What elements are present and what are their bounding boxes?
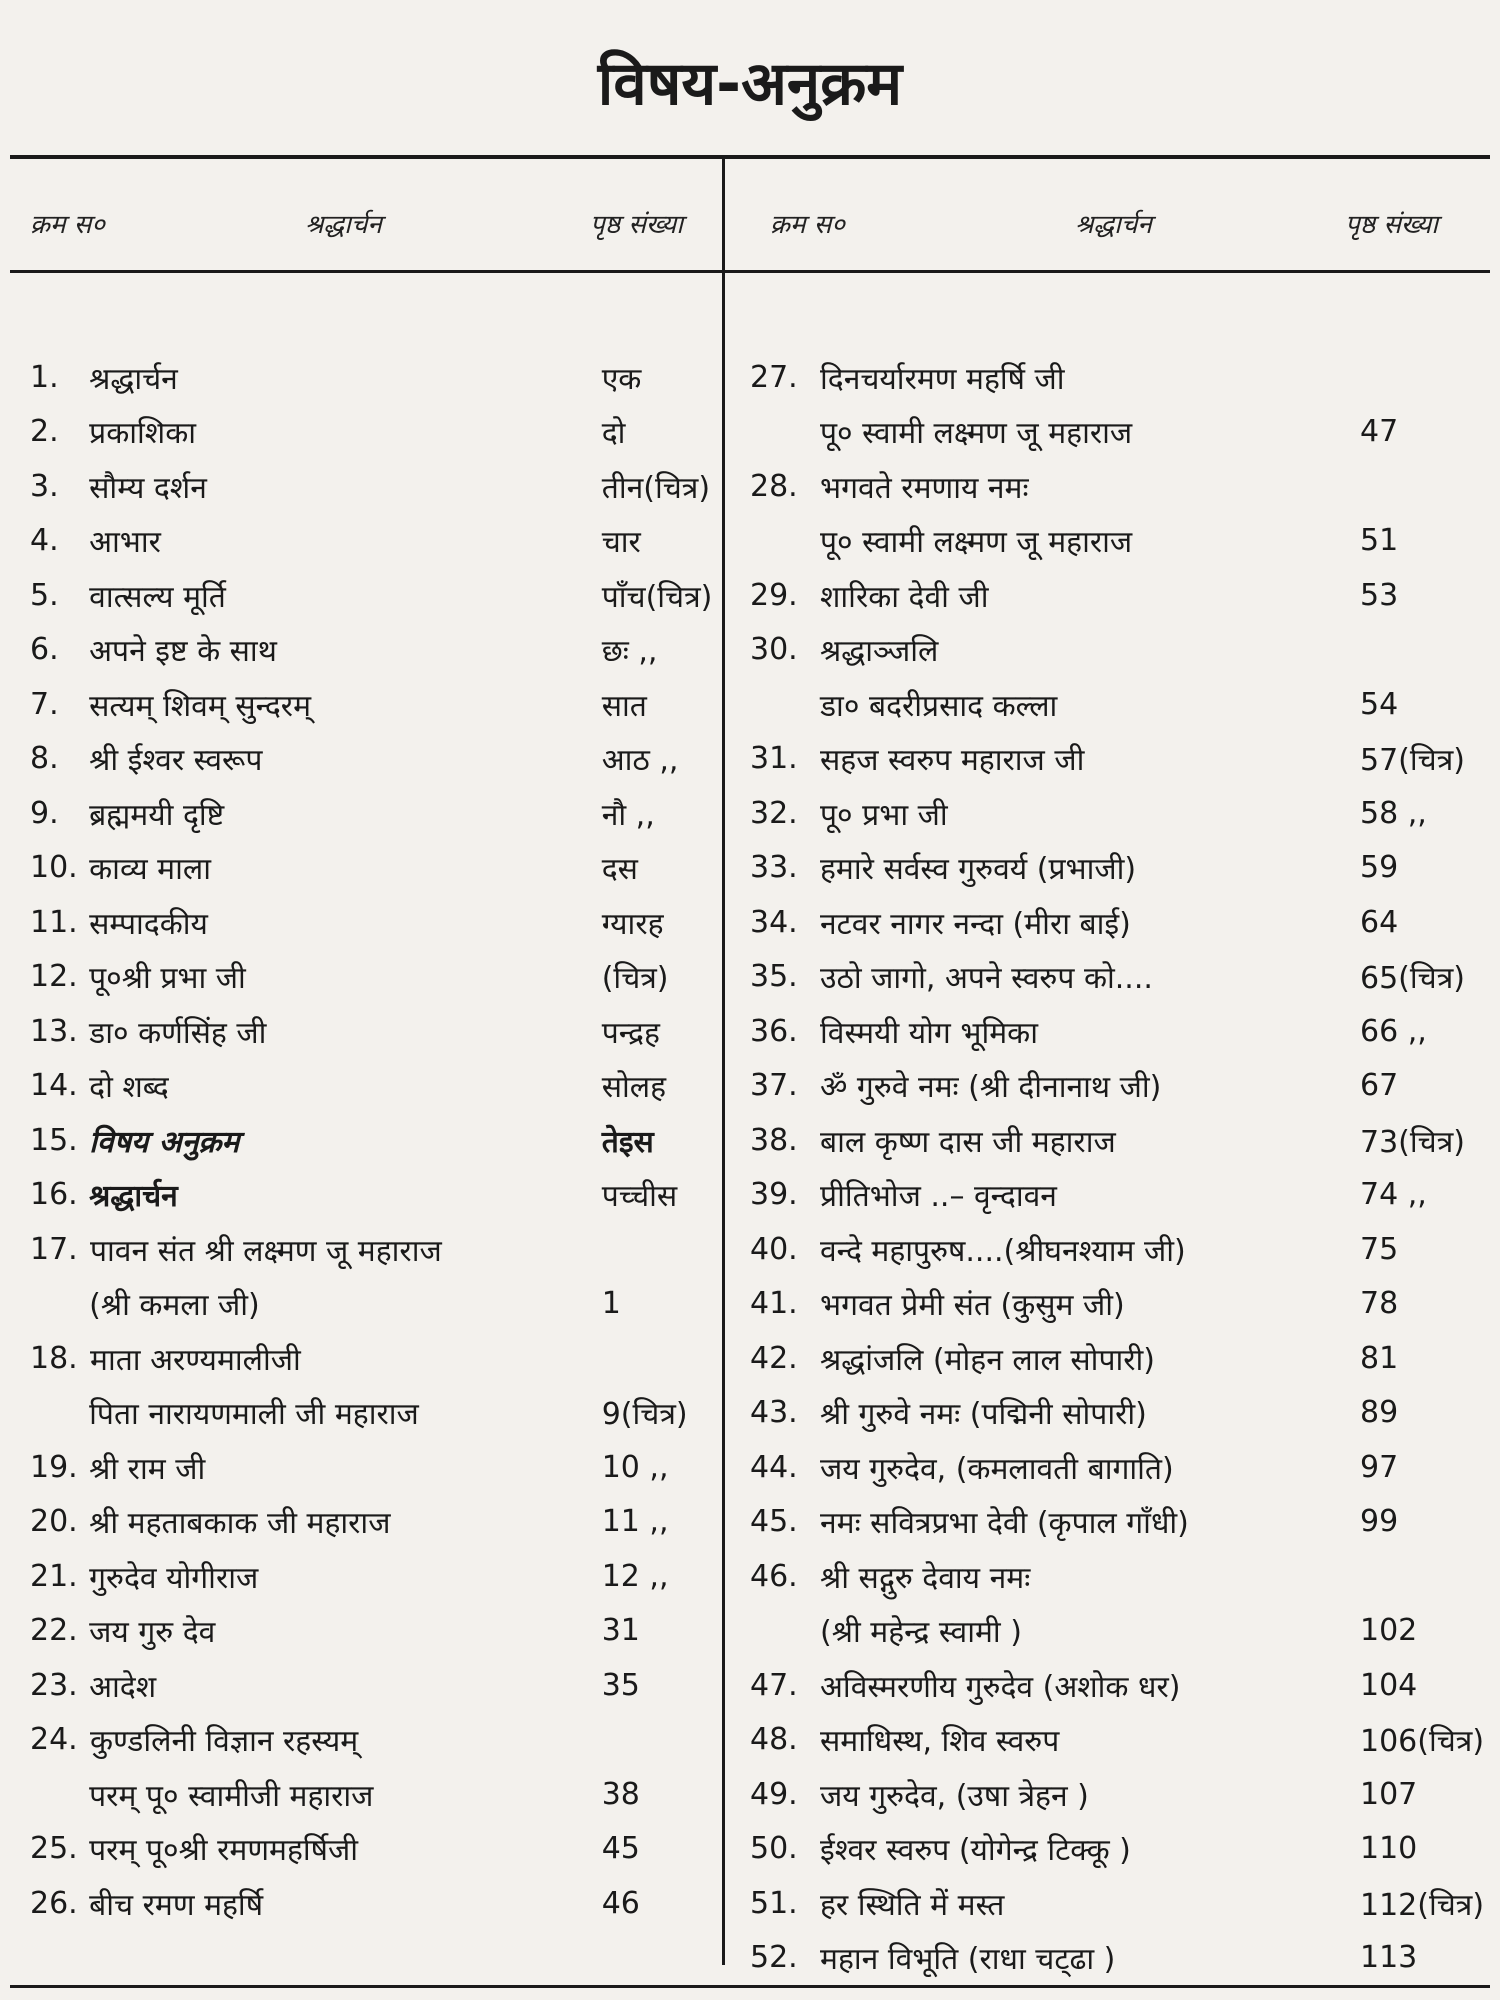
entry-title: विस्मयी योग भूमिका: [820, 1015, 1038, 1051]
entry-line: [30, 1658, 720, 1713]
entry-number: 45.: [750, 1504, 798, 1540]
entry-title: श्रद्धाञ्जलि: [820, 634, 939, 670]
entry-title: सम्पादकीय: [89, 906, 208, 942]
entry-number: 18.: [30, 1340, 78, 1376]
entry-page: सात: [601, 688, 647, 724]
entry-title: श्री महताबकाक जी महाराज: [89, 1506, 391, 1542]
contents-entry: [30, 350, 720, 405]
entry-page: 81: [1360, 1340, 1399, 1376]
entry-title: उठो जागो, अपने स्वरुप को....: [820, 961, 1153, 997]
contents-entry: [30, 1658, 720, 1713]
entry-number: 40.: [750, 1231, 798, 1267]
contents-entry: [30, 514, 720, 569]
entry-line: [30, 732, 720, 787]
entry-line: [750, 568, 1480, 623]
contents-entry: [30, 786, 720, 841]
entry-title: काव्य माला: [89, 852, 211, 888]
entry-title: सहज स्वरुप महाराज जी: [820, 743, 1085, 779]
entry-number: 32.: [750, 795, 798, 831]
entry-number: 29.: [750, 577, 798, 613]
entry-line: [750, 1331, 1480, 1386]
entry-subtitle: परम् पू० स्वामीजी महाराज: [89, 1778, 374, 1814]
entry-page: 107: [1360, 1776, 1418, 1812]
entry-title: श्री गुरुवे नमः (पद्मिनी सोपारी): [820, 1397, 1147, 1433]
entry-line: [30, 1168, 720, 1223]
entry-subtitle: (श्री कमला जी): [89, 1288, 260, 1324]
entry-subline: [30, 1386, 720, 1441]
entry-title: ईश्वर स्वरुप (योगेन्द्र टिक्कू ): [820, 1833, 1131, 1869]
entry-number: 7.: [30, 686, 59, 722]
entry-page: 31: [601, 1613, 640, 1649]
contents-entry: [30, 1331, 720, 1440]
entry-number: 4.: [30, 523, 59, 559]
entry-page: छः ,,: [601, 634, 658, 670]
entry-line: [750, 950, 1480, 1005]
entry-page: 78: [1360, 1286, 1399, 1322]
page-title: विषय-अनुक्रम: [597, 49, 903, 119]
contents-entry: [30, 1440, 720, 1495]
entry-title: माता अरण्यमालीजी: [90, 1342, 301, 1378]
entry-line: [30, 1113, 720, 1168]
entry-page: 112(चित्र): [1360, 1887, 1485, 1923]
contents-entry: [30, 950, 720, 1005]
entry-title: हमारे सर्वस्व गुरुवर्य (प्रभाजी): [820, 852, 1137, 888]
entry-line: [750, 1658, 1480, 1713]
entry-title: महान विभूति (राधा चट्ढा ): [820, 1942, 1116, 1978]
entry-title: प्रीतिभोज ..– वृन्दावन: [820, 1179, 1057, 1215]
contents-entry: [30, 459, 720, 514]
entry-title: जय गुरुदेव, (उषा त्रेहन ): [820, 1778, 1089, 1814]
entry-line: [750, 1767, 1480, 1822]
entry-line: [750, 1713, 1485, 1768]
entry-title: भगवते रमणाय नमः: [820, 470, 1029, 506]
entry-line: [30, 1713, 720, 1768]
contents-entry: [750, 1931, 1480, 1986]
entry-number: 49.: [750, 1776, 798, 1812]
entry-number: 36.: [750, 1013, 798, 1049]
entry-page: 57(चित्र): [1360, 743, 1465, 779]
entry-page: 113: [1360, 1940, 1418, 1976]
entry-line: [750, 1059, 1480, 1114]
entry-page: एक: [601, 361, 642, 397]
contents-entry: [30, 1713, 720, 1822]
contents-entry: [750, 732, 1480, 787]
entry-number: 15.: [30, 1122, 78, 1158]
entry-title: श्रद्धार्चन: [89, 1179, 178, 1215]
entry-title: वन्दे महापुरुष....(श्रीघनश्याम जी): [820, 1233, 1186, 1269]
entry-number: 52.: [750, 1940, 798, 1976]
entry-page: 67: [1360, 1068, 1399, 1104]
entry-number: 14.: [30, 1068, 78, 1104]
contents-entry: [750, 841, 1480, 896]
top-rule: [10, 155, 1490, 159]
contents-entry: [30, 1604, 720, 1659]
entry-title: पू०श्री प्रभा जी: [89, 961, 246, 997]
entry-number: 34.: [750, 904, 798, 940]
entry-line: [30, 350, 720, 405]
entry-page: 53: [1360, 577, 1399, 613]
entry-subline: [750, 1604, 1480, 1659]
entry-line: [30, 459, 720, 514]
contents-entry: [30, 623, 720, 678]
entry-title: वात्सल्य मूर्ति: [89, 579, 226, 615]
contents-entry: [750, 1822, 1480, 1877]
entry-line: [30, 786, 720, 841]
entry-page: 106(चित्र): [1360, 1724, 1485, 1760]
entry-number: 19.: [30, 1449, 78, 1485]
entry-title: श्रद्धार्चन: [89, 361, 178, 397]
entry-number: 39.: [750, 1177, 798, 1213]
entry-page: तेइस: [601, 1124, 654, 1160]
entry-number: 28.: [750, 468, 798, 504]
entry-number: 5.: [30, 577, 59, 613]
entry-page: 1: [601, 1286, 621, 1322]
entry-line: [30, 1331, 720, 1386]
entry-title: बाल कृष्ण दास जी महाराज: [820, 1124, 1116, 1160]
entry-number: 1.: [30, 359, 59, 395]
entry-page: 89: [1360, 1395, 1399, 1431]
contents-entry: [30, 1222, 720, 1331]
entry-page: 99: [1360, 1504, 1399, 1540]
entry-subtitle: डा० बदरीप्रसाद कल्ला: [820, 688, 1058, 724]
entry-page: पन्द्रह: [601, 1015, 660, 1051]
entry-number: 13.: [30, 1013, 78, 1049]
entry-title: श्रद्धांजलि (मोहन लाल सोपारी): [820, 1342, 1156, 1378]
entry-line: [30, 1004, 720, 1059]
entry-title: बीच रमण महर्षि: [89, 1887, 264, 1923]
entry-line: [750, 623, 1480, 678]
entry-line: [30, 405, 720, 460]
contents-entry: [750, 1331, 1480, 1386]
entry-number: 16.: [30, 1177, 78, 1213]
entry-page: 58 ,,: [1360, 795, 1427, 831]
entry-page: 102: [1360, 1613, 1418, 1649]
entry-number: 2.: [30, 414, 59, 450]
entry-line: [30, 1059, 720, 1114]
entry-title: नटवर नागर नन्दा (मीरा बाई): [820, 906, 1131, 942]
contents-entry: [30, 1168, 720, 1223]
entry-page: तीन(चित्र): [601, 470, 711, 506]
entry-subline: [750, 514, 1480, 569]
entry-line: [750, 1549, 1480, 1604]
entry-page: 38: [601, 1776, 640, 1812]
entry-line: [750, 1004, 1480, 1059]
contents-entry: [750, 350, 1480, 459]
entry-number: 8.: [30, 741, 59, 777]
entry-subline: [750, 405, 1480, 460]
entry-subtitle: पू० स्वामी लक्ष्मण जू महाराज: [820, 416, 1133, 452]
entry-subtitle: पिता नारायणमाली जी महाराज: [89, 1397, 419, 1433]
contents-entry: [750, 1549, 1480, 1658]
entry-number: 50.: [750, 1831, 798, 1867]
entry-page: आठ ,,: [601, 743, 679, 779]
entry-number: 41.: [750, 1286, 798, 1322]
entry-title: ब्रह्ममयी दृष्टि: [89, 797, 225, 833]
entry-title: कुण्डलिनी विज्ञान रहस्यम्: [90, 1724, 359, 1760]
entry-title: दिनचर्यारमण महर्षि जी: [820, 361, 1065, 397]
entry-number: 6.: [30, 632, 59, 668]
entry-line: [750, 1222, 1480, 1277]
entry-page: 12 ,,: [601, 1558, 669, 1594]
entry-page: दो: [601, 416, 626, 452]
contents-entry: [750, 1876, 1485, 1931]
entry-title: श्री ईश्वर स्वरूप: [89, 743, 263, 779]
contents-entry: [750, 895, 1480, 950]
header-rule: [10, 270, 1490, 273]
contents-entry: [750, 1004, 1480, 1059]
entry-page: 9(चित्र): [601, 1397, 688, 1433]
entry-page: 46: [601, 1885, 640, 1921]
contents-entry: [30, 841, 720, 896]
entry-line: [30, 1222, 720, 1277]
entry-number: 3.: [30, 468, 59, 504]
bottom-rule: [10, 1985, 1490, 1988]
entry-line: [30, 568, 720, 623]
entry-line: [30, 1440, 720, 1495]
entry-number: 46.: [750, 1558, 798, 1594]
entry-line: [30, 1876, 720, 1931]
entry-line: [30, 1604, 720, 1659]
contents-entry: [750, 568, 1480, 623]
entry-page: 73(चित्र): [1360, 1124, 1465, 1160]
entry-line: [30, 841, 720, 896]
contents-entry: [750, 623, 1480, 732]
contents-entry: [30, 1549, 720, 1604]
contents-entry: [750, 1059, 1480, 1114]
entry-page: 11 ,,: [601, 1504, 669, 1540]
entry-page: 47: [1360, 414, 1399, 450]
entry-number: 33.: [750, 850, 798, 886]
entry-number: 37.: [750, 1068, 798, 1104]
entry-page: 45: [601, 1831, 640, 1867]
entry-subtitle: (श्री महेन्द्र स्वामी ): [820, 1615, 1022, 1651]
entry-page: सोलह: [601, 1070, 667, 1106]
entry-line: [30, 677, 720, 732]
entry-line: [750, 841, 1480, 896]
entry-number: 24.: [30, 1722, 78, 1758]
entry-page: 51: [1360, 523, 1399, 559]
right-header-title: श्रद्धार्चन: [1075, 210, 1152, 240]
entry-title: समाधिस्थ, शिव स्वरुप: [820, 1724, 1060, 1760]
contents-entry: [750, 459, 1480, 568]
entry-title: सत्यम् शिवम् सुन्दरम्: [89, 688, 312, 724]
entry-number: 17.: [30, 1231, 78, 1267]
contents-entry: [30, 895, 720, 950]
contents-entry: [750, 1658, 1480, 1713]
left-header-page: पृष्ठ संख्या: [590, 210, 683, 240]
entry-line: [750, 459, 1480, 514]
contents-entry: [30, 1822, 720, 1877]
contents-entry: [30, 405, 720, 460]
entry-page: दस: [601, 852, 638, 888]
entry-title: अविस्मरणीय गुरुदेव (अशोक धर): [820, 1669, 1181, 1705]
entry-page: ग्यारह: [601, 906, 664, 942]
entry-subline: [750, 677, 1480, 732]
entry-line: [750, 1822, 1480, 1877]
entry-subtitle: पू० स्वामी लक्ष्मण जू महाराज: [820, 525, 1133, 561]
entry-title: हर स्थिति में मस्त: [820, 1887, 1005, 1923]
contents-entry: [30, 1059, 720, 1114]
entry-line: [750, 1113, 1480, 1168]
contents-entry: [750, 1113, 1480, 1168]
contents-entry: [30, 568, 720, 623]
entry-page: चार: [601, 525, 641, 561]
entry-number: 23.: [30, 1667, 78, 1703]
entry-line: [750, 895, 1480, 950]
entry-title: जय गुरुदेव, (कमलावती बागाति): [820, 1451, 1174, 1487]
entry-number: 38.: [750, 1122, 798, 1158]
entry-title: गुरुदेव योगीराज: [89, 1560, 259, 1596]
entry-line: [750, 1876, 1485, 1931]
entry-number: 31.: [750, 741, 798, 777]
contents-entry: [750, 950, 1480, 1005]
contents-entry: [750, 1277, 1480, 1332]
entry-title: परम् पू०श्री रमणमहर्षिजी: [89, 1833, 359, 1869]
entry-page: 110: [1360, 1831, 1418, 1867]
entry-line: [30, 514, 720, 569]
entry-number: 10.: [30, 850, 78, 886]
entry-title: दो शब्द: [89, 1070, 169, 1106]
entry-page: 10 ,,: [601, 1449, 669, 1485]
contents-entry: [30, 1113, 720, 1168]
entry-line: [750, 1386, 1480, 1441]
entry-page: 54: [1360, 686, 1399, 722]
entry-title: आभार: [89, 525, 161, 561]
entry-page: (चित्र): [601, 961, 669, 997]
entry-number: 20.: [30, 1504, 78, 1540]
entry-subline: [30, 1277, 720, 1332]
right-header-serial: क्रम स०: [770, 210, 845, 240]
entry-page: पच्चीस: [601, 1179, 678, 1215]
contents-entry: [30, 1495, 720, 1550]
entry-line: [750, 1168, 1480, 1223]
column-divider: [722, 155, 725, 1965]
entry-title: सौम्य दर्शन: [89, 470, 207, 506]
entry-line: [30, 1549, 720, 1604]
entry-page: पाँच(चित्र): [601, 579, 713, 615]
left-header-title: श्रद्धार्चन: [305, 210, 382, 240]
contents-entry: [750, 1222, 1480, 1277]
entry-title: शारिका देवी जी: [820, 579, 989, 615]
contents-entry: [750, 1713, 1485, 1768]
entry-title: विषय अनुक्रम: [89, 1124, 240, 1160]
entry-title: नमः सवित्रप्रभा देवी (कृपाल गाँधी): [820, 1506, 1189, 1542]
entry-number: 9.: [30, 795, 59, 831]
entry-number: 12.: [30, 959, 78, 995]
entry-page: 97: [1360, 1449, 1399, 1485]
entry-title: भगवत प्रेमी संत (कुसुम जी): [820, 1288, 1125, 1324]
entry-line: [30, 895, 720, 950]
entry-title: जय गुरु देव: [89, 1615, 216, 1651]
entry-title: ॐ गुरुवे नमः (श्री दीनानाथ जी): [820, 1070, 1162, 1106]
entry-number: 30.: [750, 632, 798, 668]
left-header-serial: क्रम स०: [30, 210, 105, 240]
contents-entry: [750, 786, 1480, 841]
contents-entry: [750, 1386, 1480, 1441]
entry-title: पू० प्रभा जी: [820, 797, 948, 833]
entry-page: 104: [1360, 1667, 1418, 1703]
contents-entry: [750, 1495, 1480, 1550]
entry-number: 48.: [750, 1722, 798, 1758]
entry-line: [750, 350, 1480, 405]
entry-number: 25.: [30, 1831, 78, 1867]
entry-number: 11.: [30, 904, 78, 940]
entry-title: प्रकाशिका: [89, 416, 197, 452]
entry-line: [30, 1495, 720, 1550]
contents-entry: [30, 732, 720, 787]
entry-page: 75: [1360, 1231, 1399, 1267]
entry-page: 65(चित्र): [1360, 961, 1465, 997]
entry-number: 43.: [750, 1395, 798, 1431]
entry-title: पावन संत श्री लक्ष्मण जू महाराज: [90, 1233, 442, 1269]
entry-title: डा० कर्णसिंह जी: [89, 1015, 267, 1051]
entry-line: [750, 1495, 1480, 1550]
contents-entry: [30, 1876, 720, 1931]
contents-entry: [750, 1168, 1480, 1223]
entry-number: 44.: [750, 1449, 798, 1485]
entry-page: 66 ,,: [1360, 1013, 1427, 1049]
contents-entry: [750, 1767, 1480, 1822]
right-contents-column: [750, 350, 1485, 1985]
contents-entry: [750, 1440, 1480, 1495]
entry-page: 35: [601, 1667, 640, 1703]
entry-line: [750, 732, 1480, 787]
entry-line: [750, 1440, 1480, 1495]
entry-number: 22.: [30, 1613, 78, 1649]
entry-line: [750, 786, 1480, 841]
entry-number: 27.: [750, 359, 798, 395]
entry-number: 47.: [750, 1667, 798, 1703]
entry-page: 64: [1360, 904, 1399, 940]
entry-number: 21.: [30, 1558, 78, 1594]
entry-title: श्री सद्गुरु देवाय नमः: [820, 1560, 1031, 1596]
right-header-page: पृष्ठ संख्या: [1345, 210, 1438, 240]
entry-number: 42.: [750, 1340, 798, 1376]
entry-page: 59: [1360, 850, 1399, 886]
entry-title: श्री राम जी: [89, 1451, 206, 1487]
entry-title: आदेश: [89, 1669, 157, 1705]
entry-page: 74 ,,: [1360, 1177, 1427, 1213]
contents-entry: [30, 677, 720, 732]
left-contents-column: [30, 350, 720, 1931]
entry-page: नौ ,,: [601, 797, 655, 833]
entry-line: [750, 1277, 1480, 1332]
entry-line: [30, 1822, 720, 1877]
entry-line: [30, 950, 720, 1005]
entry-line: [30, 623, 720, 678]
entry-line: [750, 1931, 1480, 1986]
entry-number: 26.: [30, 1885, 78, 1921]
entry-title: अपने इष्ट के साथ: [89, 634, 277, 670]
entry-number: 51.: [750, 1885, 798, 1921]
entry-subline: [30, 1767, 720, 1822]
contents-entry: [30, 1004, 720, 1059]
entry-number: 35.: [750, 959, 798, 995]
